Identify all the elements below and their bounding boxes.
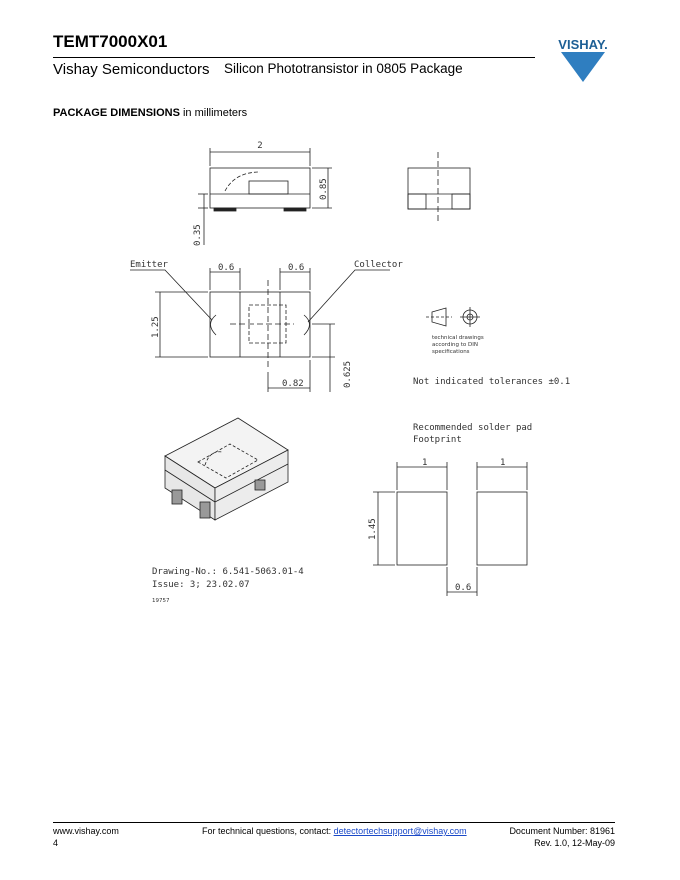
solder-pad-footprint [373, 462, 527, 596]
tolerance-note: Not indicated tolerances ±0.1 [413, 377, 571, 387]
dim-center-x: 0.82 [282, 379, 304, 389]
section-heading: PACKAGE DIMENSIONS [53, 107, 180, 119]
side-view [198, 148, 332, 245]
note-line-3: specifications [432, 349, 470, 355]
collector-label: Collector [354, 260, 403, 270]
solder-pad-title: Recommended solder pad [413, 423, 533, 433]
logo-text: VISHAY. [558, 37, 608, 52]
dim-pad-gap: 0.6 [455, 583, 472, 593]
dim-center-y: 0.625 [343, 360, 353, 388]
company-name: Vishay Semiconductors [53, 61, 210, 78]
end-view [408, 152, 470, 222]
footer-contact-prefix: For technical questions, contact: [202, 826, 334, 836]
emitter-label: Emitter [130, 260, 168, 270]
footer-website[interactable]: www.vishay.com [53, 826, 119, 836]
dim-body-width: 1.25 [151, 316, 161, 338]
footer-divider [53, 822, 615, 823]
dim-pad-right: 0.6 [288, 263, 305, 273]
support-email-link[interactable]: detectortechsupport@vishay.com [333, 826, 467, 836]
dim-pad-left: 0.6 [218, 263, 235, 273]
drawing-issue: Issue: 3; 23.02.07 [152, 580, 250, 590]
footer-contact [202, 826, 467, 836]
isometric-view [165, 418, 288, 520]
dim-height: 0.85 [319, 178, 329, 200]
product-description: Silicon Phototransistor in 0805 Package [224, 61, 463, 76]
figure-id: 19757 [152, 598, 170, 604]
document-number: Document Number: 81961 [509, 826, 615, 836]
page-number: 4 [53, 838, 59, 848]
dim-top-width: 2 [257, 141, 263, 151]
note-line-2: according to DIN [432, 342, 478, 348]
solder-pad-subtitle: Footprint [413, 435, 462, 445]
revision-info: Rev. 1.0, 12-May-09 [534, 838, 615, 848]
drawing-number: Drawing-No.: 6.541-5063.01-4 [152, 567, 304, 577]
dim-lead-height: 0.35 [193, 224, 203, 246]
projection-symbol [426, 307, 480, 327]
dim-pad-width-right: 1 [500, 458, 506, 468]
dim-pad-width-left: 1 [422, 458, 428, 468]
dim-pad-height: 1.45 [368, 518, 378, 540]
part-number: TEMT7000X01 [53, 32, 168, 51]
section-units: in millimeters [179, 107, 248, 119]
note-line-1: technical drawings [432, 335, 484, 341]
